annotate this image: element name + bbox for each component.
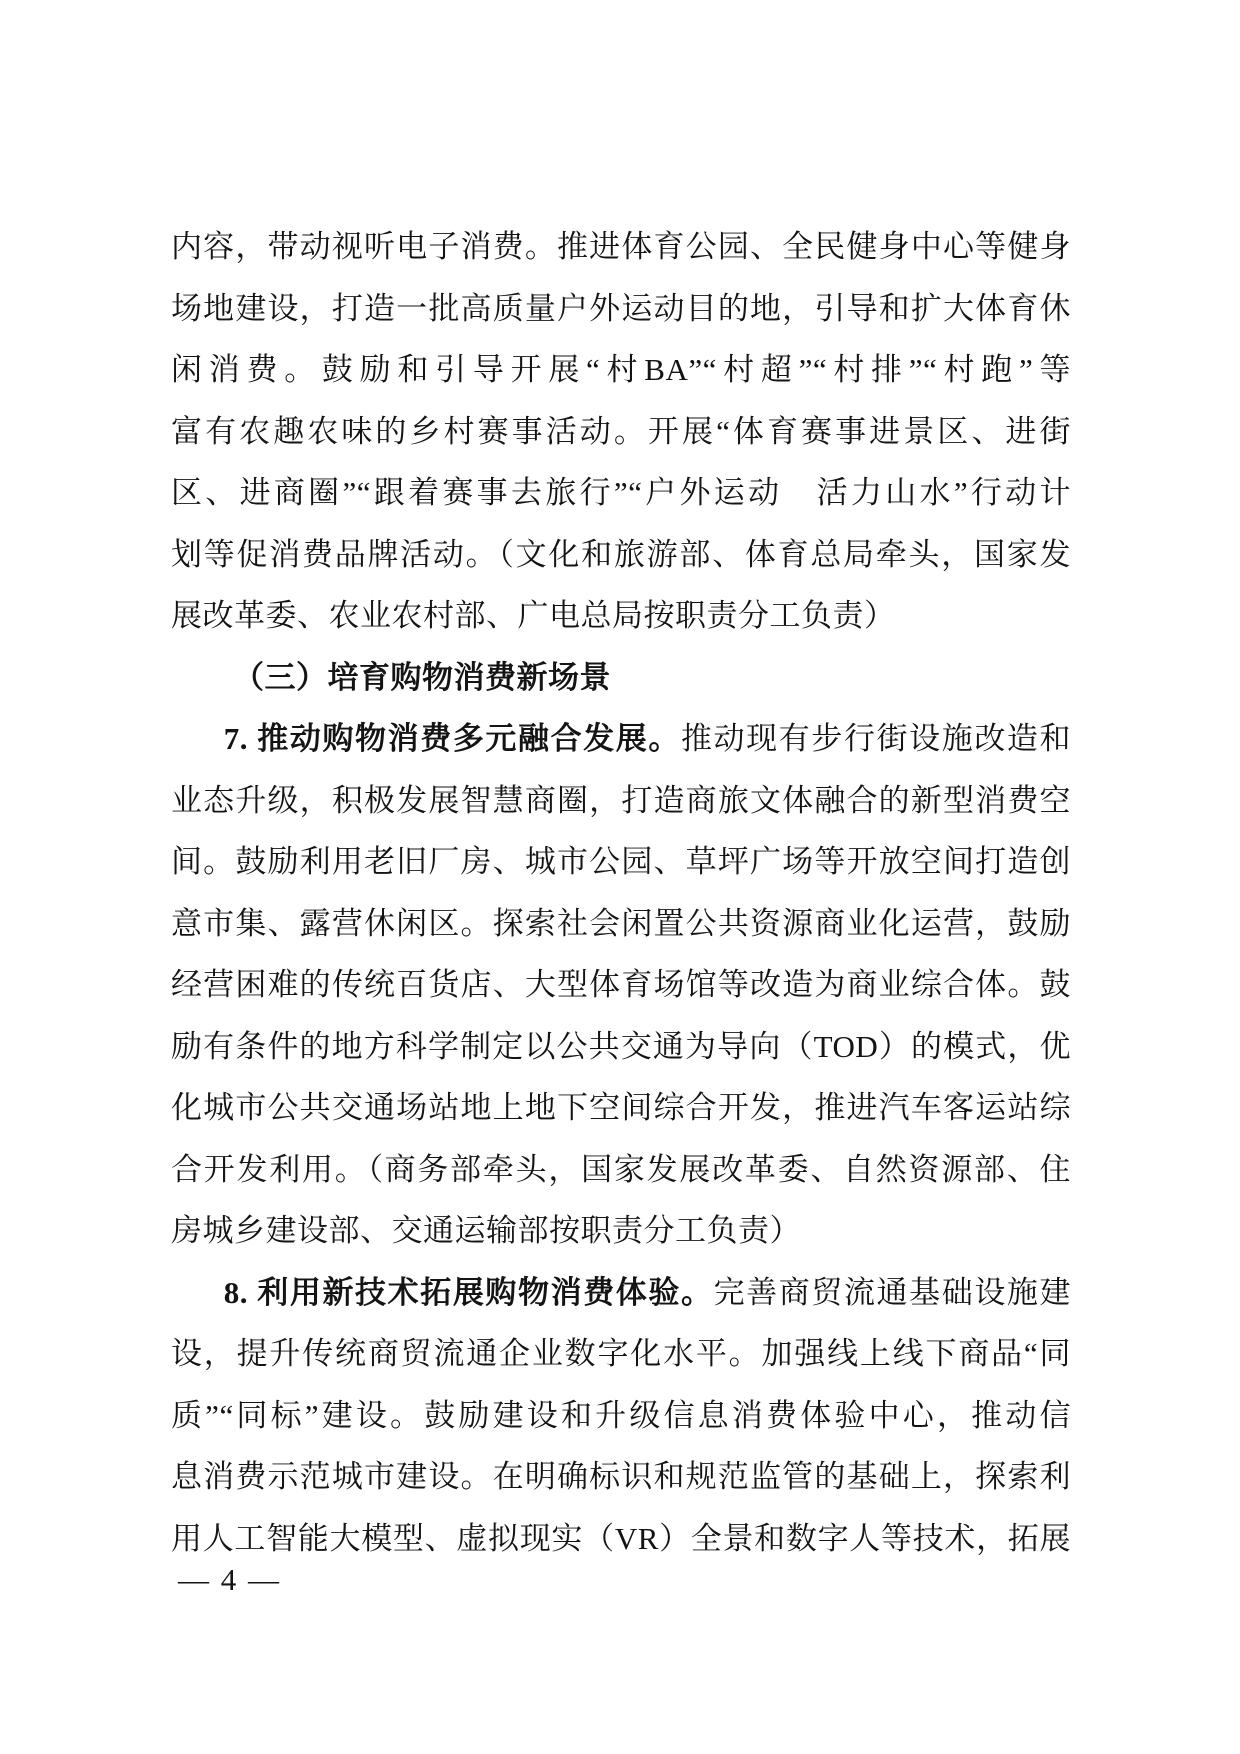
text-line (171, 1508, 1071, 1570)
document-body (171, 216, 1071, 1569)
text-line (171, 1262, 1071, 1324)
body-text: 富有农趣农味的乡村赛事活动。开展“体育赛事进景区、进街 (171, 413, 1071, 449)
text-line (171, 1385, 1071, 1447)
text-line (171, 1446, 1071, 1508)
text-line (171, 1200, 1071, 1262)
text-line (171, 954, 1071, 1016)
text-line (171, 770, 1071, 832)
text-line (171, 647, 1071, 709)
text-line (171, 1016, 1071, 1078)
body-text: 完善商贸流通基础设施建 (713, 1274, 1071, 1310)
page-number: — 4 — (178, 1562, 281, 1597)
body-text: 区、进商圈”“跟着赛事去旅行”“户外运动 活力山水”行动计 (171, 475, 1071, 510)
text-line (171, 708, 1071, 770)
text-line (171, 401, 1071, 463)
body-text: 房城乡建设部、交通运输部按职责分工负责） (171, 1213, 801, 1248)
body-text: 间。鼓励利用老旧厂房、城市公园、草坪广场等开放空间打造创 (171, 844, 1071, 879)
body-text: 场地建设，打造一批高质量户外运动目的地，引导和扩大体育休 (171, 290, 1071, 326)
text-line (171, 524, 1071, 586)
text-line (171, 278, 1071, 340)
body-text: 化城市公共交通场站地上地下空间综合开发，推进汽车客运站综 (171, 1090, 1071, 1125)
body-text: 展改革委、农业农村部、广电总局按职责分工负责） (171, 598, 896, 633)
body-text: 经营困难的传统百货店、大型体育场馆等改造为商业综合体。鼓 (171, 967, 1071, 1002)
body-text: 质”“同标”建设。鼓励建设和升级信息消费体验中心，推动信 (171, 1397, 1071, 1433)
emphasis-text: （三）培育购物消费新场景 (233, 659, 611, 695)
text-line (171, 831, 1071, 893)
text-line (171, 216, 1071, 278)
body-text: 用人工智能大模型、虚拟现实（VR）全景和数字人等技术，拓展 (171, 1520, 1071, 1556)
text-line (171, 1139, 1071, 1201)
text-line (171, 585, 1071, 647)
body-text: 设，提升传统商贸流通企业数字化水平。加强线上线下商品“同 (171, 1336, 1071, 1371)
emphasis-text: 8. 利用新技术拓展购物消费体验。 (223, 1274, 714, 1310)
body-text: 意市集、露营休闲区。探索社会闲置公共资源商业化运营，鼓励 (171, 905, 1071, 941)
text-line (171, 339, 1071, 401)
body-text: 划等促消费品牌活动。（文化和旅游部、体育总局牵头，国家发 (171, 536, 1071, 572)
body-text: 推动现有步行街设施改造和 (680, 721, 1071, 756)
body-text: 合开发利用。（商务部牵头，国家发展改革委、自然资源部、住 (171, 1151, 1071, 1187)
text-line (171, 1323, 1071, 1385)
text-line (171, 1077, 1071, 1139)
text-line (171, 893, 1071, 955)
body-text: 内容，带动视听电子消费。推进体育公园、全民健身中心等健身 (171, 229, 1071, 264)
body-text: 励有条件的地方科学制定以公共交通为导向（TOD）的模式，优 (171, 1028, 1071, 1064)
body-text: 息消费示范城市建设。在明确标识和规范监管的基础上，探索利 (171, 1459, 1071, 1494)
text-line (171, 462, 1071, 524)
emphasis-text: 7. 推动购物消费多元融合发展。 (223, 721, 681, 756)
body-text: 业态升级，积极发展智慧商圈，打造商旅文体融合的新型消费空 (171, 782, 1071, 818)
body-text: 闲消费。鼓励和引导开展“村BA”“村超”“村排”“村跑”等 (171, 352, 1071, 387)
